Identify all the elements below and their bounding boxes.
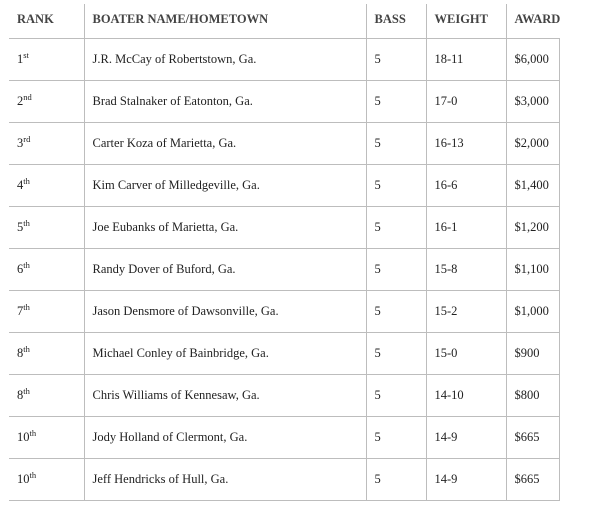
rank-cell [9,332,84,374]
boater-name-cell: Brad Stalnaker of Eatonton, Ga. [84,80,366,122]
rank-cell [9,290,84,332]
award-cell: $1,000 [506,290,559,332]
rank-suffix: th [23,343,30,354]
rank-suffix: th [23,385,30,396]
table-row [9,164,559,206]
bass-cell: 5 [366,416,426,458]
award-cell: $6,000 [506,38,559,80]
rank-cell [9,80,84,122]
award-cell: $665 [506,458,559,500]
weight-cell: 14-9 [426,416,506,458]
weight-cell: 15-2 [426,290,506,332]
boater-name-cell: Joe Eubanks of Marietta, Ga. [84,206,366,248]
rank-suffix: nd [23,91,32,102]
boater-name-cell: Michael Conley of Bainbridge, Ga. [84,332,366,374]
award-cell: $1,400 [506,164,559,206]
header-boater-name: BOATER NAME/HOMETOWN [84,4,366,38]
boater-name-cell: Kim Carver of Milledgeville, Ga. [84,164,366,206]
weight-cell: 14-9 [426,458,506,500]
boater-name-cell: Jody Holland of Clermont, Ga. [84,416,366,458]
weight-cell: 18-11 [426,38,506,80]
boater-name-cell: Chris Williams of Kennesaw, Ga. [84,374,366,416]
bass-cell: 5 [366,374,426,416]
weight-cell: 16-13 [426,122,506,164]
rank-suffix: st [23,49,29,60]
rank-suffix: th [23,259,30,270]
rank-number: 2 [17,93,24,108]
table-row [9,458,559,500]
rank-number: 5 [17,219,24,234]
table-row [9,374,559,416]
table-row [9,248,559,290]
header-weight: WEIGHT [426,4,506,38]
weight-cell: 16-6 [426,164,506,206]
bass-cell: 5 [366,80,426,122]
table-row [9,122,559,164]
weight-cell: 15-0 [426,332,506,374]
rank-suffix: th [23,301,30,312]
rank-number: 1 [17,51,24,66]
bass-cell: 5 [366,290,426,332]
bass-cell: 5 [366,38,426,80]
boater-name-cell: Carter Koza of Marietta, Ga. [84,122,366,164]
rank-suffix: th [23,175,30,186]
rank-number: 7 [17,303,24,318]
table-row [9,206,559,248]
rank-suffix: th [23,217,30,228]
bass-cell: 5 [366,164,426,206]
rank-suffix: th [29,469,37,480]
rank-cell [9,206,84,248]
rank-cell [9,458,84,500]
results-table [9,4,560,501]
rank-cell [9,122,84,164]
rank-suffix: rd [23,133,31,144]
boater-name-cell: J.R. McCay of Robertstown, Ga. [84,38,366,80]
boater-name-cell: Jeff Hendricks of Hull, Ga. [84,458,366,500]
rank-cell [9,38,84,80]
table-row [9,80,559,122]
rank-number: 8 [17,387,24,402]
rank-number: 4 [17,177,24,192]
weight-cell: 17-0 [426,80,506,122]
header-award: AWARD [506,4,559,38]
weight-cell: 14-10 [426,374,506,416]
rank-number: 3 [17,135,24,150]
bass-cell: 5 [366,332,426,374]
weight-cell: 16-1 [426,206,506,248]
header-rank: RANK [9,4,84,38]
rank-cell [9,416,84,458]
table-row [9,416,559,458]
boater-name-cell: Jason Densmore of Dawsonville, Ga. [84,290,366,332]
rank-number: 6 [17,261,24,276]
results-body [9,38,559,500]
rank-number: 10 [17,471,30,486]
rank-cell [9,374,84,416]
bass-cell: 5 [366,206,426,248]
award-cell: $3,000 [506,80,559,122]
award-cell: $800 [506,374,559,416]
weight-cell: 15-8 [426,248,506,290]
rank-number: 10 [17,429,30,444]
rank-suffix: th [29,427,37,438]
table-row [9,38,559,80]
rank-number: 8 [17,345,24,360]
header-bass: BASS [366,4,426,38]
bass-cell: 5 [366,248,426,290]
table-row [9,290,559,332]
award-cell: $665 [506,416,559,458]
table-row [9,332,559,374]
award-cell: $900 [506,332,559,374]
header-row [9,4,559,38]
award-cell: $1,100 [506,248,559,290]
bass-cell: 5 [366,122,426,164]
boater-name-cell: Randy Dover of Buford, Ga. [84,248,366,290]
bass-cell: 5 [366,458,426,500]
rank-cell [9,164,84,206]
award-cell: $2,000 [506,122,559,164]
rank-cell [9,248,84,290]
award-cell: $1,200 [506,206,559,248]
